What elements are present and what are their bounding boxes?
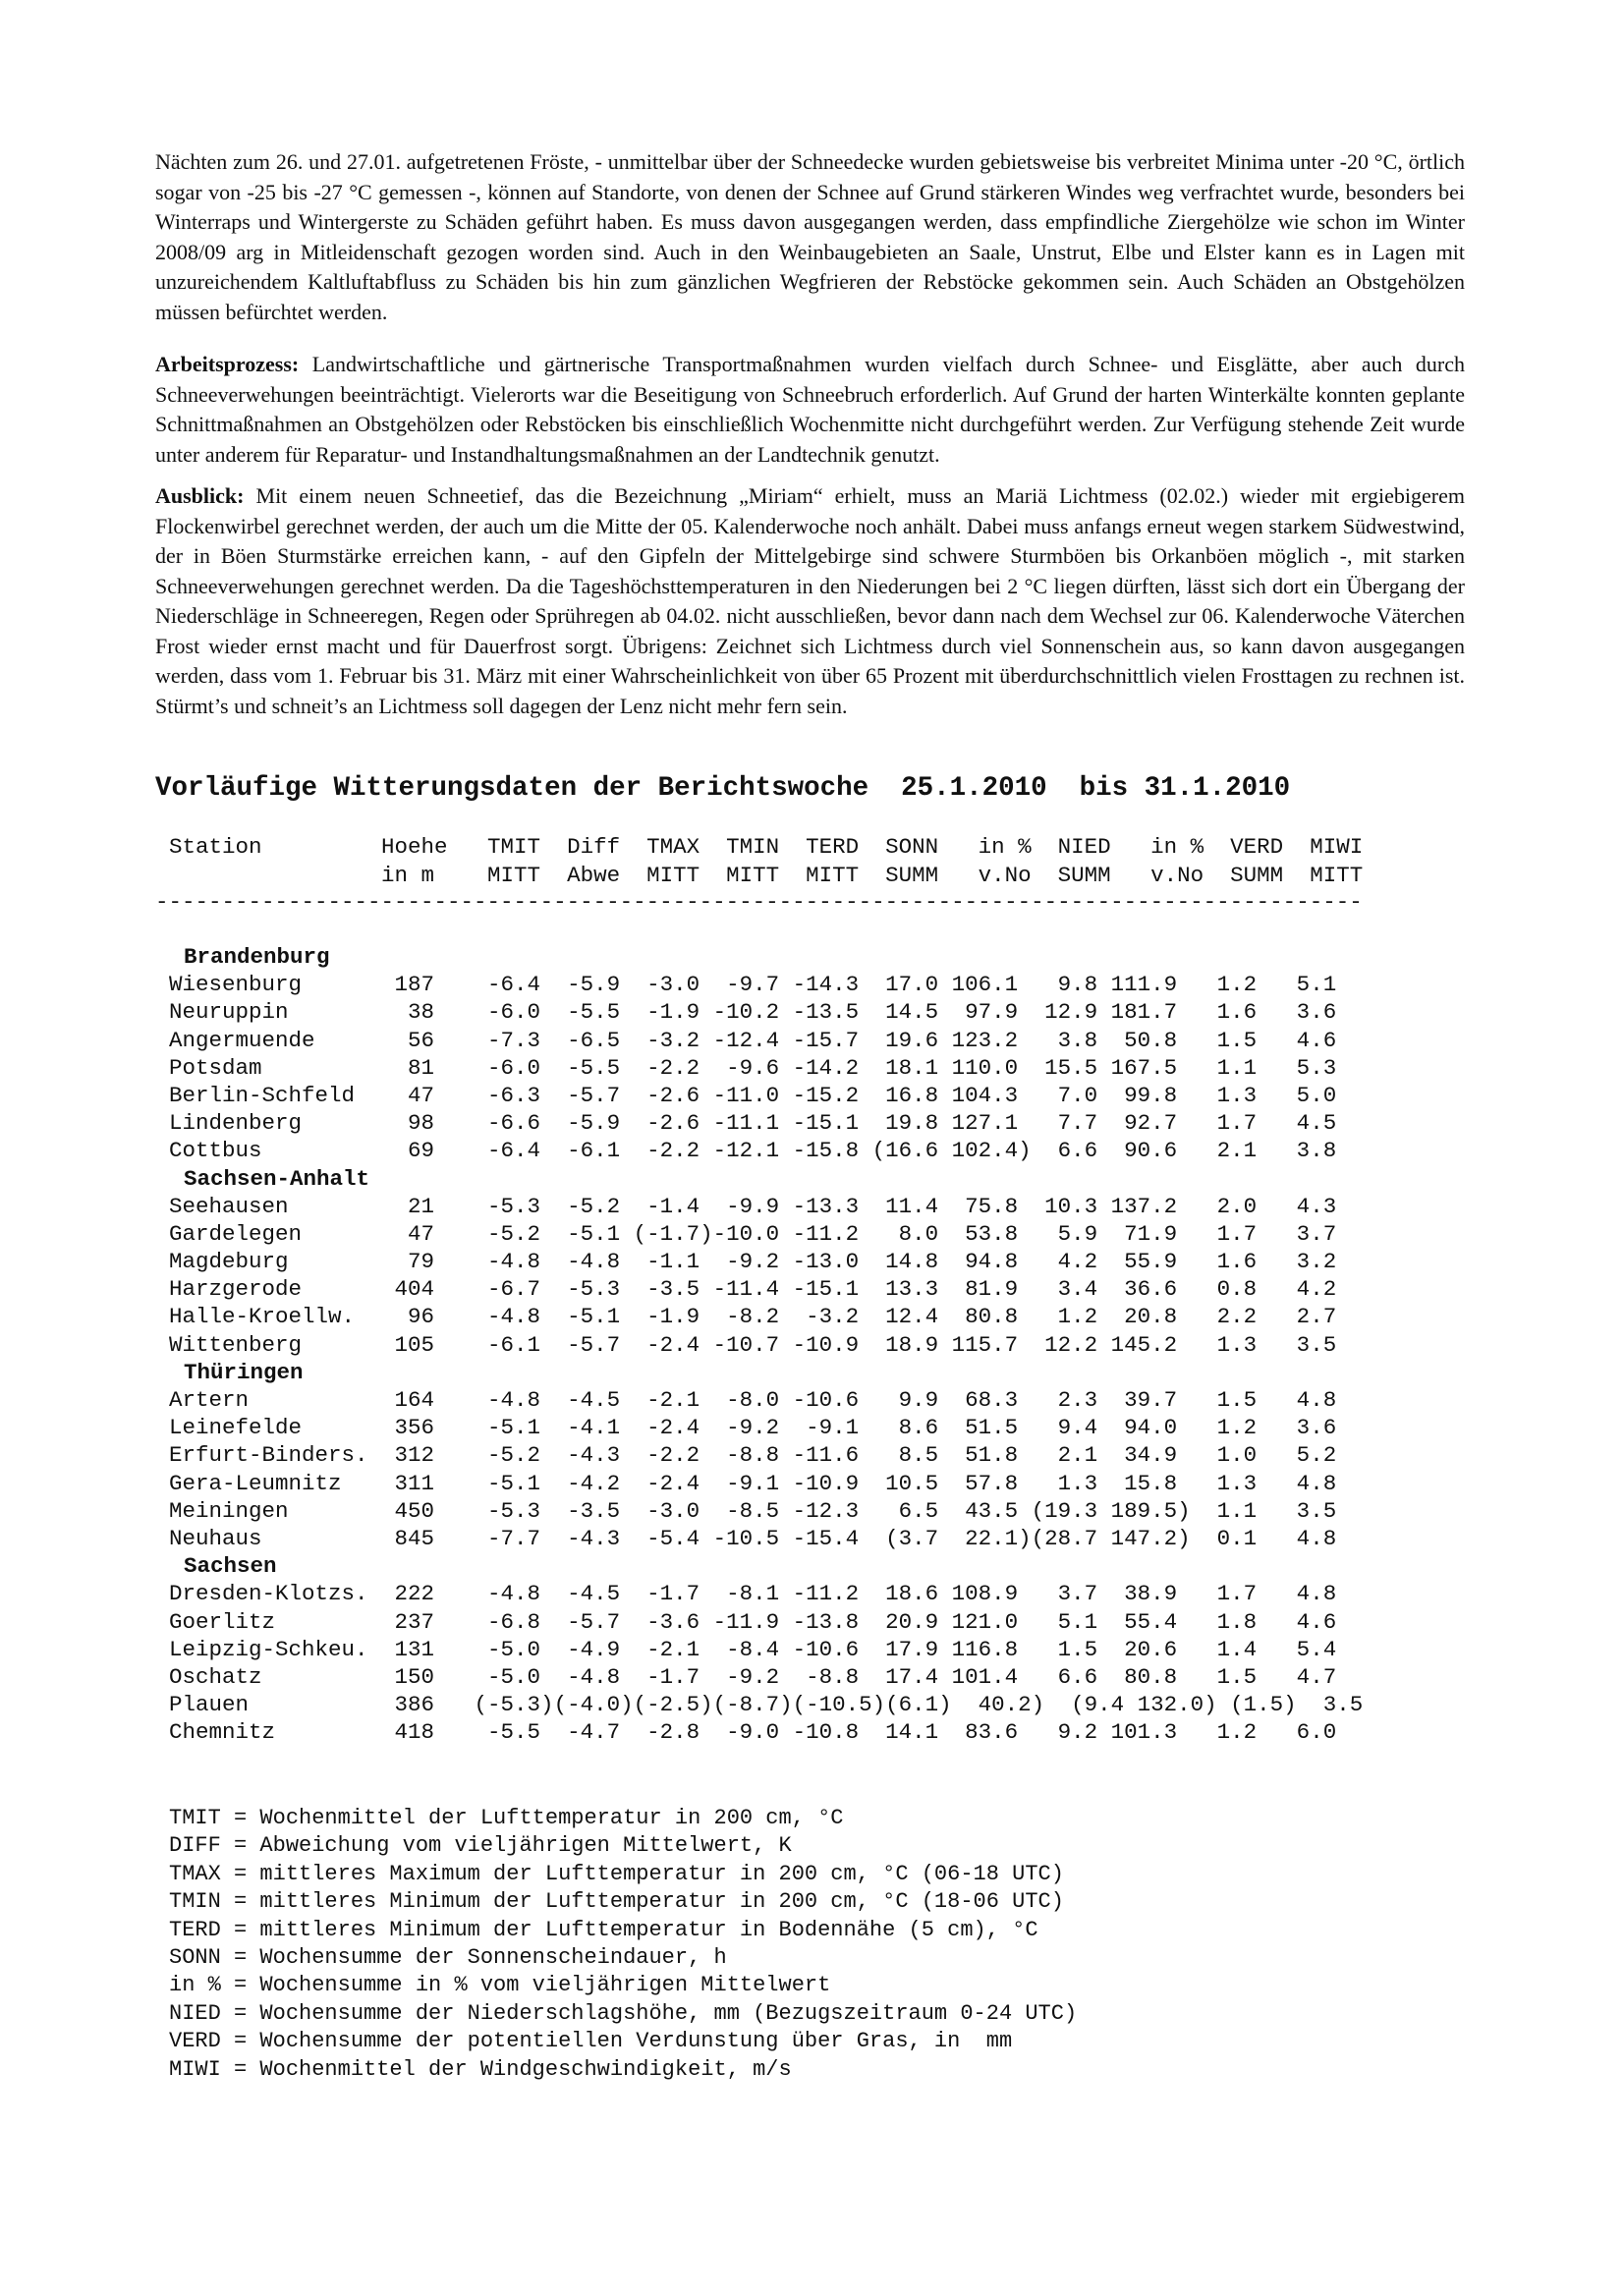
- table-row: Oschatz 150 -5.0 -4.8 -1.7 -9.2 -8.8 17.4 101.4 6.6 80.8 1.5 4.7: [169, 1663, 1337, 1690]
- table-row: Neuhaus 845 -7.7 -4.3 -5.4 -10.5 -15.4 (3.7 22.1)(28.7 147.2) 0.1 4.8: [169, 1525, 1337, 1551]
- paragraph-label: Arbeitsprozess:: [155, 352, 300, 376]
- table-row: Seehausen 21 -5.3 -5.2 -1.4 -9.9 -13.3 11.4 75.8 10.3 137.2 2.0 4.3: [169, 1193, 1337, 1219]
- legend-line: VERD = Wochensumme der potentiellen Verdunstung über Gras, in mm: [169, 2029, 1013, 2054]
- paragraph-label: Ausblick:: [155, 483, 245, 508]
- table-row: Gardelegen 47 -5.2 -5.1 (-1.7)-10.0 -11.2 8.0 53.8 5.9 71.9 1.7 3.7: [169, 1220, 1337, 1247]
- table-header: [169, 833, 1363, 890]
- table-row: Potsdam 81 -6.0 -5.5 -2.2 -9.6 -14.2 18.1 110.0 15.5 167.5 1.1 5.3: [169, 1054, 1337, 1081]
- legend: [169, 1805, 1077, 2084]
- legend-line: TMAX = mittleres Maximum der Lufttemperatur in 200 cm, °C (06-18 UTC): [169, 1861, 1064, 1886]
- table-row: Erfurt-Binders. 312 -5.2 -4.3 -2.2 -8.8 -11.6 8.5 51.8 2.1 34.9 1.0 5.2: [169, 1442, 1337, 1469]
- table-row: Chemnitz 418 -5.5 -4.7 -2.8 -9.0 -10.8 14.1 83.6 9.2 101.3 1.2 6.0: [169, 1719, 1337, 1746]
- paragraph-ausblick: [155, 481, 1465, 721]
- table-row: Leipzig-Schkeu. 131 -5.0 -4.9 -2.1 -8.4 -10.6 17.9 116.8 1.5 20.6 1.4 5.4: [169, 1636, 1337, 1662]
- legend-line: MIWI = Wochenmittel der Windgeschwindigkeit, m/s: [169, 2056, 792, 2082]
- region-heading: Thüringen: [184, 1359, 304, 1385]
- table-row: Harzgerode 404 -6.7 -5.3 -3.5 -11.4 -15.1 13.3 81.9 3.4 36.6 0.8 4.2: [169, 1276, 1337, 1303]
- legend-line: DIFF = Abweichung vom vieljährigen Mittelwert, K: [169, 1833, 792, 1859]
- table-title: Vorläufige Witterungsdaten der Berichtswoche 25.1.2010 bis 31.1.2010: [155, 773, 1291, 804]
- legend-line: SONN = Wochensumme der Sonnenscheindauer, h: [169, 1945, 727, 1971]
- legend-line: NIED = Wochensumme der Niederschlagshöhe, mm (Bezugszeitraum 0-24 UTC): [169, 2000, 1078, 2026]
- region-heading: Sachsen: [184, 1553, 277, 1580]
- table-row: Plauen 386 (-5.3)(-4.0)(-2.5)(-8.7)(-10.5)(6.1) 40.2) (9.4 132.0) (1.5) 3.5: [169, 1692, 1364, 1718]
- table-row: Wiesenburg 187 -6.4 -5.9 -3.0 -9.7 -14.3 17.0 106.1 9.8 111.9 1.2 5.1: [169, 972, 1337, 998]
- table-divider: -------------------------------------------------------------------------------------------: [155, 889, 1363, 915]
- table-row: Halle-Kroellw. 96 -4.8 -5.1 -1.9 -8.2 -3.2 12.4 80.8 1.2 20.8 2.2 2.7: [169, 1304, 1337, 1330]
- table-row: Angermuende 56 -7.3 -6.5 -3.2 -12.4 -15.7 19.6 123.2 3.8 50.8 1.5 4.6: [169, 1027, 1337, 1053]
- paragraph-text: Nächten zum 26. und 27.01. aufgetretenen Fröste, - unmittelbar über der Schneedecke wurden gebietsweise bis verbreitet Minima unter -20 °C, örtlich sogar von -25 bis -27 °C gemessen -, können auf Standorte, von denen der Schnee auf Grund stärkeren Windes weg verfrachtet wurde, besonders bei Winterraps und Wintergerste zu Schäden geführt haben. Es muss davon ausgegangen werden, dass empfindliche Ziergehölze wie schon im Winter 2008/09 arg in Mitleidenschaft gezogen worden sind. Auch in den Weinbaugebieten an Saale, Unstrut, Elbe und Elster kann es in Lagen mit unzureichendem Kaltluftabfluss zu Schäden bis hin zum gänzlichen Wegfrieren der Rebstöcke gekommen sein. Auch Schäden an Obstgehölzen müssen befürchtet werden.: [155, 149, 1465, 324]
- table-row: Magdeburg 79 -4.8 -4.8 -1.1 -9.2 -13.0 14.8 94.8 4.2 55.9 1.6 3.2: [169, 1249, 1337, 1275]
- table-row: Cottbus 69 -6.4 -6.1 -2.2 -12.1 -15.8 (16.6 102.4) 6.6 90.6 2.1 3.8: [169, 1138, 1337, 1164]
- table-body: [169, 943, 1363, 1746]
- table-row: Leinefelde 356 -5.1 -4.1 -2.4 -9.2 -9.1 8.6 51.5 9.4 94.0 1.2 3.6: [169, 1415, 1337, 1441]
- paragraph-arbeitsprozess: [155, 350, 1465, 470]
- region-heading: Sachsen-Anhalt: [184, 1165, 370, 1192]
- legend-line: TMIN = mittleres Minimum der Lufttemperatur in 200 cm, °C (18-06 UTC): [169, 1889, 1064, 1915]
- table-header-line-2: in m MITT Abwe MITT MITT MITT SUMM v.No SUMM v.No SUMM MITT: [169, 863, 1364, 888]
- table-row: Gera-Leumnitz 311 -5.1 -4.2 -2.4 -9.1 -10.9 10.5 57.8 1.3 15.8 1.3 4.8: [169, 1470, 1337, 1496]
- table-row: Goerlitz 237 -6.8 -5.7 -3.6 -11.9 -13.8 20.9 121.0 5.1 55.4 1.8 4.6: [169, 1608, 1337, 1635]
- paragraph-text: Landwirtschaftliche und gärtnerische Transportmaßnahmen wurden vielfach durch Schnee- und Eisglätte, aber auch durch Schneeverwehungen beeinträchtigt. Vielerorts war die Beseitigung von Schneebruch erforderlich. Auf Grund der harten Winterkälte konnten geplante Schnittmaßnahmen an Obstgehölzen oder Rebstöcken bis einschließlich Wochenmitte nicht durchgeführt werden. Zur Verfügung stehende Zeit wurde unter anderem für Reparatur- und Instandhaltungsmaßnahmen an der Landtechnik genutzt.: [155, 352, 1465, 467]
- legend-line: TMIT = Wochenmittel der Lufttemperatur in 200 cm, °C: [169, 1806, 844, 1830]
- legend-line: TERD = mittleres Minimum der Lufttemperatur in Bodennähe (5 cm), °C: [169, 1917, 1038, 1942]
- table-row: Wittenberg 105 -6.1 -5.7 -2.4 -10.7 -10.9 18.9 115.7 12.2 145.2 1.3 3.5: [169, 1331, 1337, 1358]
- table-row: Berlin-Schfeld 47 -6.3 -5.7 -2.6 -11.0 -15.2 16.8 104.3 7.0 99.8 1.3 5.0: [169, 1082, 1337, 1108]
- table-row: Neuruppin 38 -6.0 -5.5 -1.9 -10.2 -13.5 14.5 97.9 12.9 181.7 1.6 3.6: [169, 999, 1337, 1026]
- table-header-line-1: Station Hoehe TMIT Diff TMAX TMIN TERD SONN in % NIED in % VERD MIWI: [169, 834, 1364, 860]
- table-row: Meiningen 450 -5.3 -3.5 -3.0 -8.5 -12.3 6.5 43.5 (19.3 189.5) 1.1 3.5: [169, 1497, 1337, 1524]
- table-row: Lindenberg 98 -6.6 -5.9 -2.6 -11.1 -15.1 19.8 127.1 7.7 92.7 1.7 4.5: [169, 1110, 1337, 1137]
- legend-line: in % = Wochensumme in % vom vieljährigen Mittelwert: [169, 1973, 831, 1998]
- paragraph-frost-damage: [155, 147, 1465, 327]
- paragraph-text: Mit einem neuen Schneetief, das die Bezeichnung „Miriam“ erhielt, muss an Mariä Lichtmess (02.02.) wieder mit ergiebigerem Flockenwirbel gerechnet werden, der auch um die Mitte der 05. Kalenderwoche noch anhält. Dabei muss anfangs erneut wegen starkem Südwestwind, der in Böen Sturmstärke erreichen kann, - auf den Gipfeln der Mittelgebirge sind schwere Sturmböen bis Orkanböen möglich -, mit starken Schneeverwehungen gerechnet werden. Da die Tageshöchsttemperaturen in den Niederungen bei 2 °C liegen dürften, lässt sich dort ein Übergang der Niederschläge in Schneeregen, Regen oder Sprühregen ab 04.02. nicht ausschließen, bevor dann nach dem Wechsel zur 06. Kalenderwoche Väterchen Frost wieder ernst macht und für Dauerfrost sorgt. Übrigens: Zeichnet sich Lichtmess durch viel Sonnenschein aus, so kann davon ausgegangen werden, dass vom 1. Februar bis 31. März mit einer Wahrscheinlichkeit von über 65 Prozent mit überdurchschnittlich vielen Frosttagen zu rechnen ist. Stürmt’s und schneit’s an Lichtmess soll dagegen der Lenz nicht mehr fern sein.: [155, 483, 1465, 718]
- region-heading: Brandenburg: [184, 944, 330, 970]
- table-row: Artern 164 -4.8 -4.5 -2.1 -8.0 -10.6 9.9 68.3 2.3 39.7 1.5 4.8: [169, 1387, 1337, 1413]
- table-row: Dresden-Klotzs. 222 -4.8 -4.5 -1.7 -8.1 -11.2 18.6 108.9 3.7 38.9 1.7 4.8: [169, 1581, 1337, 1607]
